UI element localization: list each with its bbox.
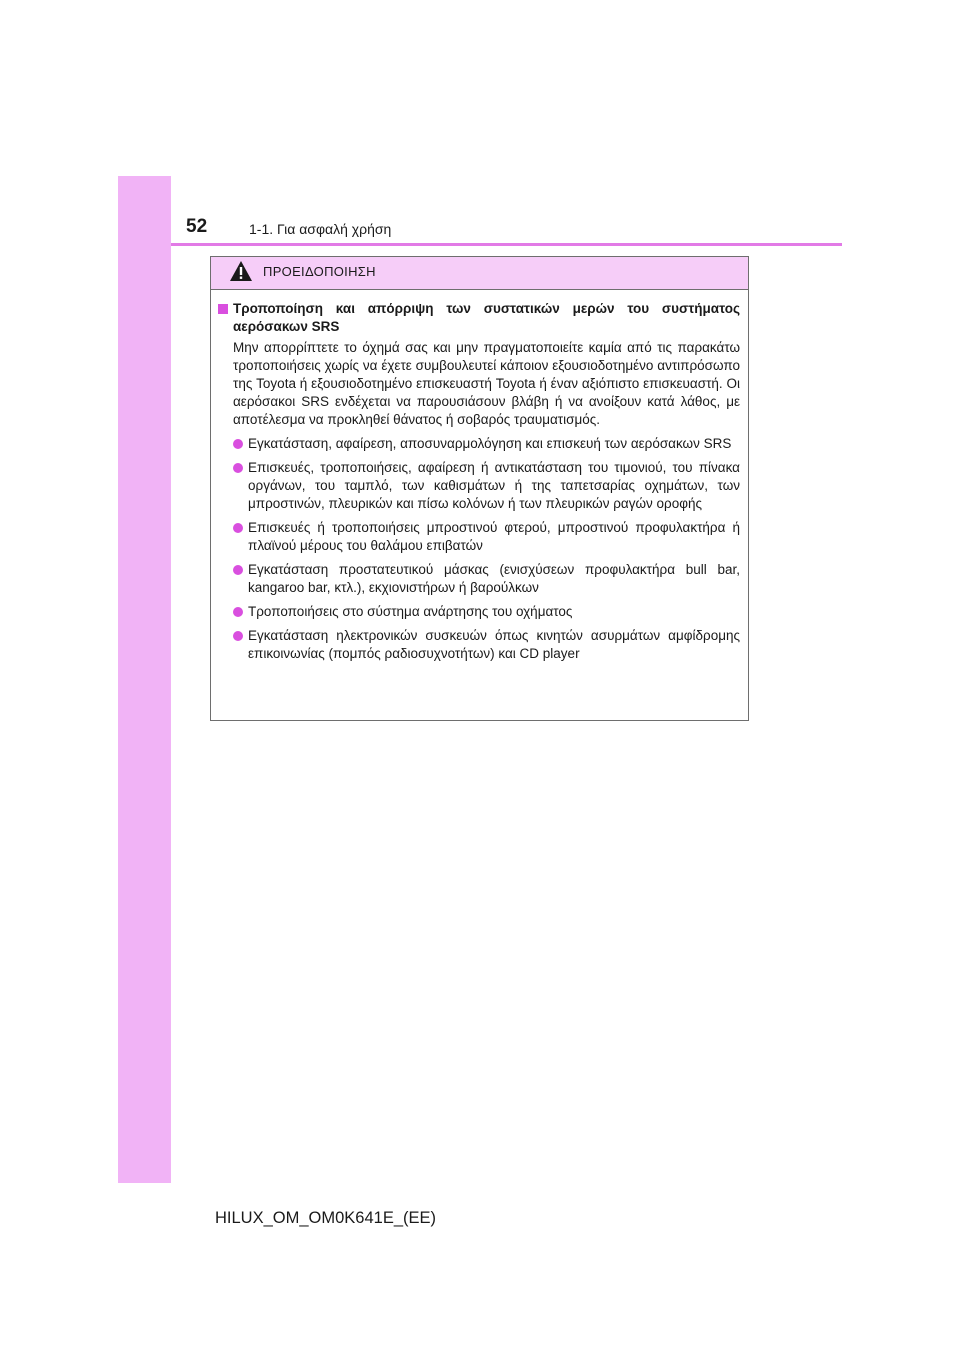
warning-triangle-icon [229, 260, 253, 282]
list-item-text: Εγκατάσταση ηλεκτρονικών συσκευών όπως κινητών ασυρμάτων αμφίδρομης επικοινωνίας (πομπός ραδιοσυχνοτήτων) και CD player [248, 628, 740, 661]
warning-body [211, 290, 748, 663]
list-item-text: Επισκευές ή τροποποιήσεις μπροστινού φτερού, μπροστινού προφυλακτήρα ή πλαϊνού μέρους του θαλάμου επιβατών [248, 520, 740, 553]
list-item [218, 519, 740, 555]
round-bullet-icon [233, 439, 243, 449]
warning-title: ΠΡΟΕΙΔΟΠΟΙΗΣΗ [263, 264, 376, 279]
document-code: HILUX_OM_OM0K641E_(EE) [215, 1209, 437, 1227]
page-number: 52 [186, 216, 208, 237]
warning-bullet-list [218, 435, 740, 663]
warning-header [211, 257, 748, 290]
warning-heading: Τροποποίηση και απόρριψη των συστατικών μερών του συστήματος αερόσακων SRS [233, 301, 740, 334]
round-bullet-icon [233, 523, 243, 533]
list-item-text: Εγκατάσταση προστατευτικού μάσκας (ενισχύσεων προφυλακτήρα bull bar, kangaroo bar, κτλ.), εκχιονιστήρων ή βαρούλκων [248, 562, 740, 595]
list-item [218, 459, 740, 513]
list-item-text: Τροποποιήσεις στο σύστημα ανάρτησης του οχήματος [248, 604, 573, 619]
warning-box [210, 256, 749, 721]
round-bullet-icon [233, 565, 243, 575]
round-bullet-icon [233, 463, 243, 473]
side-color-band [118, 176, 171, 1183]
list-item [218, 561, 740, 597]
header-rule [171, 243, 842, 246]
square-bullet-icon [218, 304, 228, 314]
list-item-text: Επισκευές, τροποποιήσεις, αφαίρεση ή αντικατάσταση του τιμονιού, του πίνακα οργάνων, του ταμπλό, των καθισμάτων ή της ταπετσαρίας οχημάτων, των μπροστινών, πλευρικών και πίσω κολόνων ή των πλευρικών ραγών οροφής [248, 460, 740, 511]
list-item [218, 627, 740, 663]
list-item-text: Εγκατάσταση, αφαίρεση, αποσυναρμολόγηση και επισκευή των αερόσακων SRS [248, 436, 732, 451]
section-title: 1-1. Για ασφαλή χρήση [249, 221, 392, 237]
round-bullet-icon [233, 607, 243, 617]
list-item [218, 603, 740, 621]
warning-heading-row [218, 300, 740, 336]
round-bullet-icon [233, 631, 243, 641]
warning-intro: Μην απορρίπτετε το όχημά σας και μην πραγματοποιείτε καμία από τις παρακάτω τροποποιήσεις χωρίς να έχετε συμβουλευτεί κάποιον εξουσιοδοτημένο αντιπρόσωπο της Toyota ή εξουσιοδοτημένο επισκευαστή Toyota ή έναν αξιόπιστο επισκευαστή. Οι αερόσακοι SRS ενδέχεται να παρουσιάσουν βλάβη ή να ανοίξουν κατά λάθος, με αποτέλεσμα να προκληθεί θάνατος ή σοβαρός τραυματισμός. [233, 340, 740, 427]
list-item [218, 435, 740, 453]
